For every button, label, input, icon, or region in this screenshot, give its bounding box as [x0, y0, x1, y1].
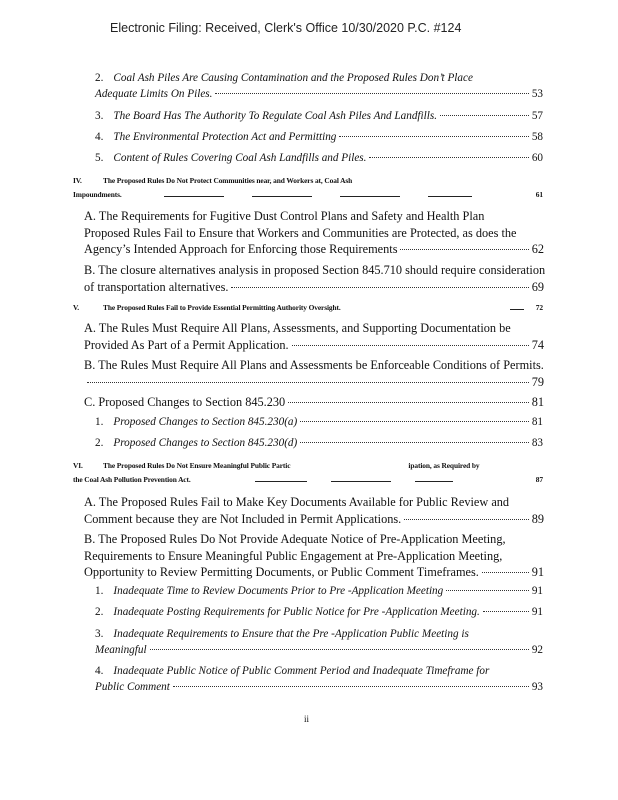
toc-entry-845-230-a[interactable]: [95, 416, 543, 428]
dot-leader: [446, 590, 529, 591]
entry-title: A. The Rules Must Require All Plans, Assessments, and Supporting Documentation be: [84, 321, 511, 335]
rule-line: [415, 481, 453, 482]
page-ref: 91: [531, 606, 543, 618]
dot-leader: [483, 611, 529, 612]
toc-entry-v-c[interactable]: [84, 394, 544, 411]
dot-leader: [440, 115, 529, 116]
dot-leader: [369, 157, 528, 158]
entry-title-cont: of transportation alternatives.: [84, 279, 229, 294]
section-title: The Proposed Rules Do Not Protect Communities near, and Workers at, Coal Ash: [103, 176, 353, 185]
rule-line: [252, 196, 312, 197]
dot-leader: [404, 519, 528, 520]
entry-number: 4.: [95, 665, 104, 677]
toc-entry-845-230-d[interactable]: [95, 437, 543, 449]
page-ref: 58: [531, 131, 543, 143]
dot-leader: [339, 136, 528, 137]
rule-line: [340, 196, 400, 197]
section-title: The Proposed Rules Do Not Ensure Meaningful Public Partic: [103, 461, 291, 470]
toc-entry-iv-b[interactable]: [84, 262, 572, 295]
entry-title-cont: Requirements to Ensure Meaningful Public Engagement at Pre-Application Meeting,: [84, 548, 503, 563]
page-ref: 89: [531, 511, 544, 526]
page-ref: 53: [531, 88, 543, 100]
entry-title-cont: Meaningful: [95, 644, 147, 656]
entry-number: 3.: [95, 628, 104, 640]
section-title-cont: Impoundments.: [73, 190, 122, 199]
page-ref: 91: [531, 585, 543, 597]
page-ref: 79: [531, 374, 544, 389]
toc-entry-vi-a[interactable]: [84, 494, 572, 527]
entry-title: B. The Proposed Rules Do Not Provide Adequate Notice of Pre-Application Meeting,: [84, 532, 506, 546]
dot-leader: [482, 572, 529, 573]
entry-title-cont: Adequate Limits On Piles.: [95, 88, 213, 100]
entry-title: Proposed Changes to Section 845.230(d): [113, 437, 298, 449]
dot-leader: [292, 345, 529, 346]
entry-title: Inadequate Time to Review Documents Prior to Pre -Application Meeting: [113, 585, 444, 597]
toc-entry-inadequate-public-notice[interactable]: [95, 665, 543, 693]
section-number: VI.: [73, 461, 83, 470]
rule-line: [331, 481, 391, 482]
page-ref: 93: [531, 681, 543, 693]
entry-number: 4.: [95, 131, 104, 143]
entry-title: The Board Has The Authority To Regulate Coal Ash Piles And Landfills.: [113, 110, 438, 122]
toc-entry-v-a[interactable]: [84, 320, 572, 353]
entry-number: 2.: [95, 606, 104, 618]
rule-line: [510, 309, 524, 310]
entry-title: B. The Rules Must Require All Plans and Assessments be Enforceable Conditions of Permits.: [84, 358, 544, 372]
section-title-cont: ipation, as Required by: [408, 461, 480, 470]
entry-number: 5.: [95, 152, 104, 164]
entry-number: 2.: [95, 72, 104, 84]
entry-title-cont: Public Comment: [95, 681, 170, 693]
toc-entry-content-of-rules[interactable]: [95, 152, 543, 164]
page-ref: 60: [531, 152, 543, 164]
entry-title: Inadequate Requirements to Ensure that the Pre -Application Public Meeting is: [113, 628, 469, 640]
page-ref: 57: [531, 110, 543, 122]
section-number: IV.: [73, 176, 82, 185]
toc-entry-vi-b[interactable]: [84, 531, 572, 581]
dot-leader: [300, 442, 529, 443]
toc-entry-v-b[interactable]: [84, 357, 572, 390]
dot-leader: [173, 686, 529, 687]
toc-entry-inadequate-posting[interactable]: [95, 606, 543, 618]
toc-section-vi[interactable]: [73, 461, 543, 484]
entry-title: Coal Ash Piles Are Causing Contamination and the Proposed Rules Don’t Place: [113, 72, 473, 84]
toc-entry-inadequate-requirements[interactable]: [95, 628, 543, 656]
page-ref: 91: [531, 565, 544, 579]
dot-leader: [300, 421, 529, 422]
page-ref: 92: [531, 644, 543, 656]
entry-number: 2.: [95, 437, 104, 449]
dot-leader: [400, 249, 528, 250]
dot-leader: [87, 382, 529, 383]
entry-title-cont: Proposed Rules Fail to Ensure that Workers and Communities are Protected, as does the: [84, 225, 517, 240]
entry-title: Proposed Changes to Section 845.230(a): [113, 416, 298, 428]
entry-title: The Environmental Protection Act and Permitting: [113, 131, 337, 143]
entry-title: B. The closure alternatives analysis in proposed Section 845.710 should require consideration: [84, 263, 546, 277]
section-title: The Proposed Rules Fail to Provide Essential Permitting Authority Oversight.: [103, 303, 341, 312]
rule-line: [164, 196, 224, 197]
entry-title: A. The Proposed Rules Fail to Make Key Documents Available for Public Review and: [84, 495, 510, 509]
entry-title-cont: Opportunity to Review Permitting Documents, or Public Comment Timeframes.: [84, 565, 479, 579]
entry-title-cont: Comment because they are Not Included in Permit Applications.: [84, 511, 402, 526]
entry-title: Inadequate Posting Requirements for Public Notice for Pre -Application Meeting.: [113, 606, 480, 618]
entry-title: Content of Rules Covering Coal Ash Landfills and Piles.: [113, 152, 367, 164]
toc-section-v[interactable]: [73, 303, 543, 312]
section-title-cont: the Coal Ash Pollution Prevention Act.: [73, 475, 191, 484]
rule-line: [255, 481, 307, 482]
dot-leader: [215, 93, 528, 94]
entry-title-cont: Agency’s Intended Approach for Enforcing those Requirements: [84, 242, 398, 256]
toc-entry-environmental-protection-act[interactable]: [95, 131, 543, 143]
entry-number: 1.: [95, 585, 104, 597]
page-ref: 61: [535, 190, 543, 199]
rule-line: [428, 196, 472, 197]
dot-leader: [150, 649, 529, 650]
page-ref: 72: [535, 303, 543, 312]
filing-header: Electronic Filing: Received, Clerk's Office 10/30/2020 P.C. #124: [110, 21, 462, 35]
toc-entry-iv-a[interactable]: [84, 208, 572, 258]
page-ref: 81: [531, 395, 544, 409]
page-ref: 69: [531, 279, 544, 294]
entry-title: C. Proposed Changes to Section 845.230: [84, 395, 286, 409]
page-number: ii: [304, 714, 310, 724]
toc-entry-board-authority[interactable]: [95, 110, 543, 122]
toc-entry-inadequate-time[interactable]: [95, 585, 543, 597]
dot-leader: [288, 402, 529, 403]
toc-section-iv[interactable]: [73, 176, 543, 199]
entry-number: 1.: [95, 416, 104, 428]
page-ref: 87: [535, 475, 543, 484]
toc-entry-coal-ash-piles[interactable]: [95, 72, 543, 100]
page-ref: 62: [531, 242, 544, 256]
entry-title-cont: Provided As Part of a Permit Application.: [84, 337, 289, 352]
page-ref: 81: [531, 416, 543, 428]
page-ref: 83: [531, 437, 543, 449]
dot-leader: [231, 287, 528, 288]
page-ref: 74: [531, 337, 544, 352]
entry-title: Inadequate Public Notice of Public Comment Period and Inadequate Timeframe for: [113, 665, 490, 677]
entry-number: 3.: [95, 110, 104, 122]
section-number: V.: [73, 303, 80, 312]
entry-title: A. The Requirements for Fugitive Dust Control Plans and Safety and Health Plan: [84, 209, 485, 223]
